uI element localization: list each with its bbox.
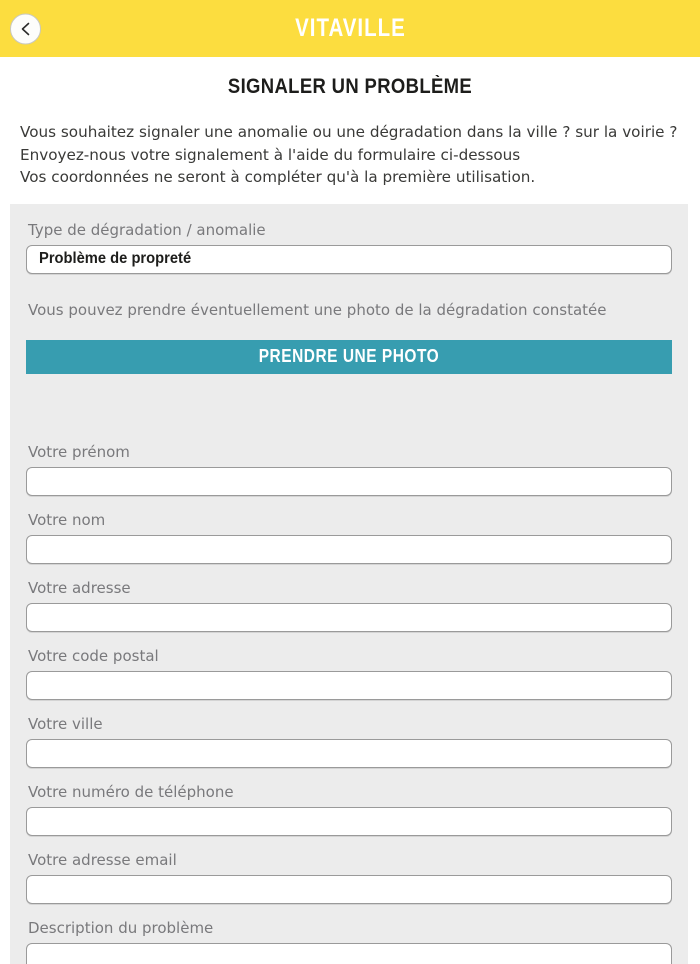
city-input[interactable] [26, 739, 672, 768]
description-textarea[interactable] [26, 943, 672, 964]
field-group-description [26, 918, 672, 964]
address-input[interactable] [26, 603, 672, 632]
photo-hint-text: Vous pouvez prendre éventuellement une photo de la dégradation constatée [28, 300, 607, 319]
address-label: Votre adresse [28, 578, 131, 597]
intro-line-1: Vous souhaitez signaler une anomalie ou une dégradation dans la ville ? sur la voirie ? [20, 123, 678, 141]
degradation-type-label: Type de dégradation / anomalie [28, 220, 266, 239]
back-button[interactable] [10, 13, 41, 44]
phone-label: Votre numéro de téléphone [28, 782, 234, 801]
field-group-email [26, 850, 672, 904]
email-label: Votre adresse email [28, 850, 177, 869]
page-title: SIGNALER UN PROBLÈME [227, 75, 473, 98]
intro-line-2: Envoyez-nous votre signalement à l'aide du formulaire ci-dessous [20, 145, 521, 164]
firstname-label: Votre prénom [28, 442, 130, 461]
description-label: Description du problème [28, 918, 214, 937]
take-photo-button[interactable] [26, 340, 672, 374]
degradation-type-select[interactable] [26, 245, 672, 274]
report-form-panel [10, 204, 688, 964]
postal-code-label: Votre code postal [28, 646, 159, 665]
intro-line-3: Vos coordonnées ne seront à compléter qu'à la première utilisation. [20, 168, 536, 186]
degradation-type-value: Problème de propreté [39, 250, 192, 267]
chevron-left-icon [19, 21, 32, 36]
phone-input[interactable] [26, 807, 672, 836]
intro-paragraph [0, 121, 700, 189]
field-group-lastname [26, 510, 672, 564]
postal-code-input[interactable] [26, 671, 672, 700]
lastname-input[interactable] [26, 535, 672, 564]
field-group-address [26, 578, 672, 632]
app-header [0, 0, 700, 57]
take-photo-button-label: PRENDRE UNE PHOTO [258, 346, 440, 366]
section-spacer [26, 374, 672, 442]
lastname-label: Votre nom [28, 510, 106, 529]
app-title: VITAVILLE [294, 14, 406, 42]
firstname-input[interactable] [26, 467, 672, 496]
field-group-postal-code [26, 646, 672, 700]
email-input[interactable] [26, 875, 672, 904]
field-group-city [26, 714, 672, 768]
field-group-phone [26, 782, 672, 836]
city-label: Votre ville [28, 714, 103, 733]
field-group-firstname [26, 442, 672, 496]
